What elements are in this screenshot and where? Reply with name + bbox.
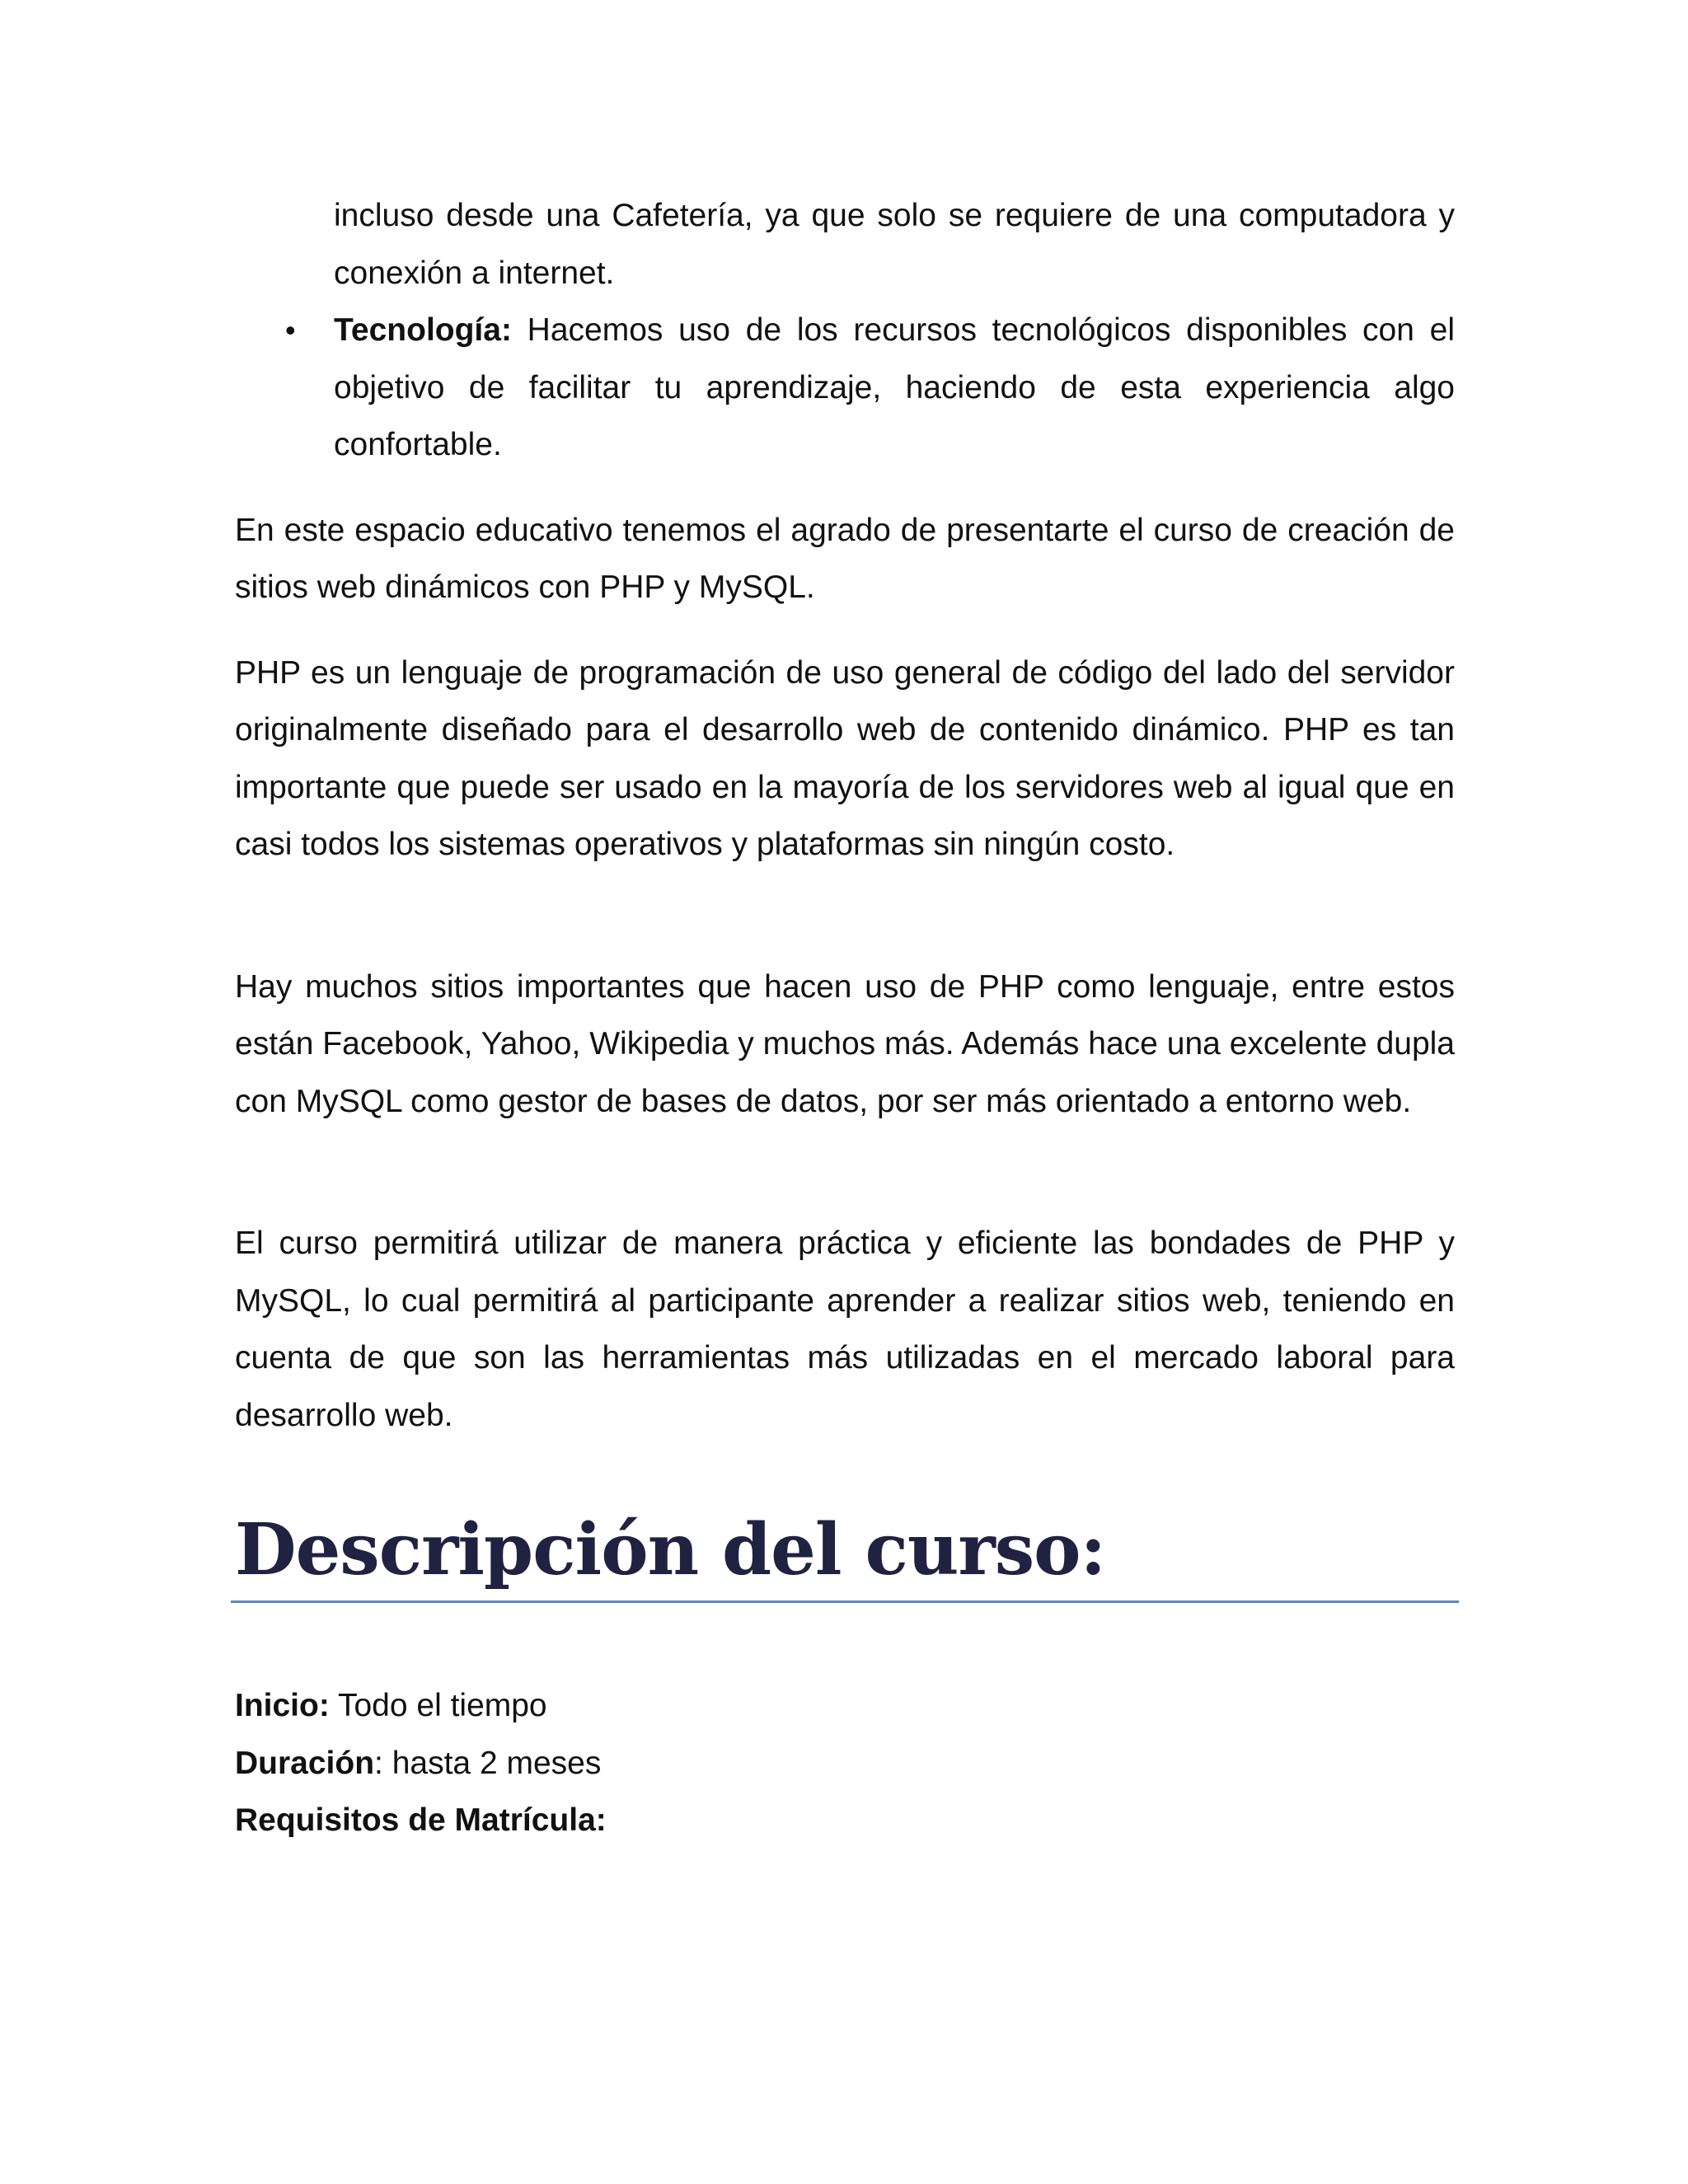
section-heading (231, 1505, 1459, 1603)
paragraph-course: El curso permitirá utilizar de manera práctica y eficiente las bondades de PHP y MySQL, lo cual permitirá al participante aprender a realizar sitios web, teniendo en cuenta de que son las herramientas más utilizadas en el mercado laboral para desarrollo web. (235, 1226, 1455, 1433)
list-item-body: Hacemos uso de los recursos tecnológicos disponibles con el objetivo de facilitar tu aprendizaje, haciendo de esta experiencia algo confortable. (334, 312, 1455, 462)
detail-inicio-value: Todo el tiempo (329, 1688, 547, 1723)
detail-duracion-label: Duración (235, 1745, 375, 1781)
paragraph-intro: En este espacio educativo tenemos el agrado de presentarte el curso de creación de sitios web dinámicos con PHP y MySQL. (235, 512, 1455, 605)
heading-underline (231, 1601, 1459, 1603)
list-item-tecnologia (285, 302, 1455, 474)
list-item-label: Tecnología: (334, 312, 512, 348)
course-details (235, 1677, 1455, 1849)
bullet-icon: • (285, 313, 296, 347)
list-item-continuation: incluso desde una Cafetería, ya que solo se requiere de una computadora y conexión a internet. (334, 198, 1455, 291)
detail-requisitos (235, 1792, 1455, 1849)
section-title: Descripción del curso: (235, 1508, 1106, 1591)
body-content (235, 187, 1455, 1444)
detail-duracion-value: : hasta 2 meses (374, 1745, 602, 1781)
paragraph-sites: Hay muchos sitios importantes que hacen uso de PHP como lenguaje, entre estos están Facebook, Yahoo, Wikipedia y muchos más. Además hace una excelente dupla con MySQL como gestor de bases de datos, por ser más orientado a entorno web. (235, 968, 1455, 1119)
detail-duracion (235, 1735, 1455, 1793)
paragraph-php: PHP es un lenguaje de programación de uso general de código del lado del servidor originalmente diseñado para el desarrollo web de contenido dinámico. PHP es tan importante que puede ser usado en la mayoría de los servidores web al igual que en casi todos los sistemas operativos y plataformas sin ningún costo. (235, 654, 1455, 862)
list-item-text (334, 302, 1455, 474)
detail-inicio-label: Inicio: (235, 1688, 330, 1723)
detail-requisitos-label: Requisitos de Matrícula: (235, 1802, 607, 1838)
detail-inicio (235, 1677, 1455, 1735)
